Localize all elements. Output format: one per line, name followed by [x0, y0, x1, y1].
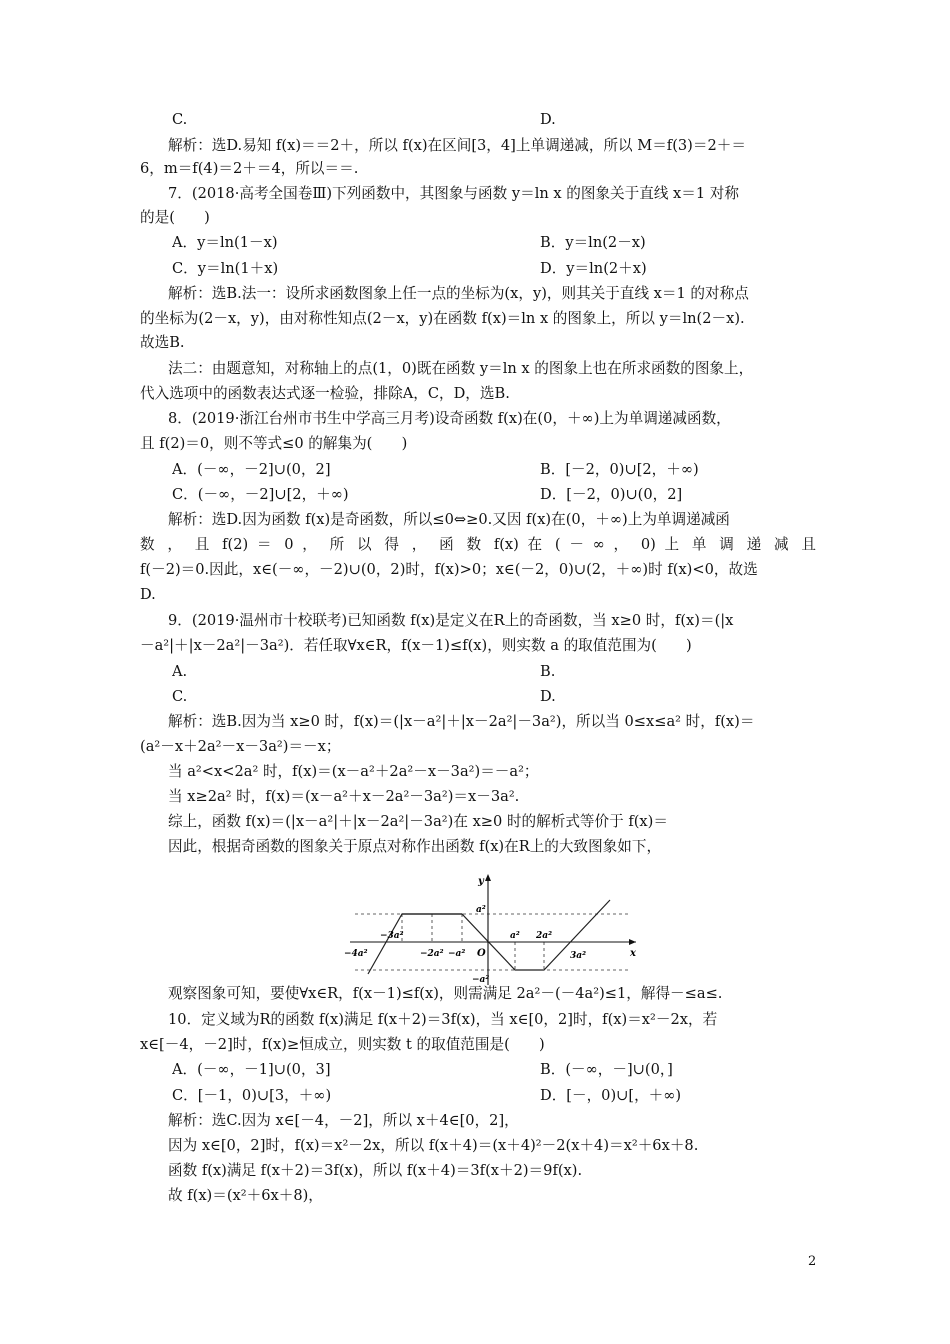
3a2-label: 3a² — [570, 951, 587, 961]
text-line: 故 f(x)＝(x²＋6x＋8)， — [168, 1187, 323, 1204]
text-line: 7．(2018·高考全国卷Ⅲ)下列函数中，其图象与函数 y＝ln x 的图象关于直线 x＝1 对称 — [168, 185, 739, 202]
text-line: 解析：选D.易知 f(x)＝＝2＋，所以 f(x)在区间[3，4]上单调递减，所以 M＝f(3)＝2＋＝ — [168, 137, 746, 154]
text-line: 代入选项中的函数表达式逐一检验，排除A，C，D，选B. — [140, 385, 510, 402]
text-line: B．[－2，0)∪[2，＋∞) — [540, 461, 699, 478]
text-line: D．[－，0)∪[，＋∞) — [540, 1087, 682, 1104]
neg-3a2-label: −3a² — [380, 931, 404, 941]
text-line: 8．(2019·浙江台州市书生中学高三月考)设奇函数 f(x)在(0，＋∞)上为单调递减函数， — [168, 410, 731, 427]
text-line: 解析：选B.法一：设所求函数图象上任一点的坐标为(x，y)，则其关于直线 x＝1 的对称点 — [168, 285, 749, 302]
text-line: C．(－∞，－2]∪[2，＋∞) — [172, 486, 349, 503]
text-line: D. — [540, 688, 556, 705]
text-line: 解析：选C.因为 x∈[－4，－2]，所以 x＋4∈[0，2]， — [168, 1112, 519, 1129]
text-line: 因为 x∈[0，2]时，f(x)＝x²－2x，所以 f(x＋4)＝(x＋4)²－2(x＋4)＝x²＋6x＋8. — [168, 1137, 699, 1154]
text-line: 综上，函数 f(x)＝(|x－a²|＋|x－2a²|－3a²)在 x≥0 时的解析式等价于 f(x)＝ — [168, 813, 668, 830]
text-line: 的是( ) — [140, 209, 210, 226]
text-line: D. — [140, 586, 156, 603]
text-line: 故选B. — [140, 334, 185, 351]
text-line: B. — [540, 663, 556, 680]
text-line: D．y＝ln(2＋x) — [540, 260, 647, 277]
text-line: f(－2)＝0.因此，x∈(－∞，－2)∪(0，2)时，f(x)>0；x∈(－2，0)∪(2，＋∞)时 f(x)<0，故选 — [140, 561, 758, 578]
text-line: A．(－∞，－1]∪(0，3] — [172, 1061, 331, 1078]
text-line: 函数 f(x)满足 f(x＋2)＝3f(x)，所以 f(x＋4)＝3f(x＋2)＝9f(x). — [168, 1162, 583, 1179]
text-line: C. — [172, 688, 188, 705]
text-line: 观察图象可知，要使∀x∈R，f(x－1)≤f(x)，则需满足 2a²－(－4a²)≤1，解得－≤a≤. — [168, 985, 723, 1002]
text-line: 当 x≥2a² 时，f(x)＝(x－a²＋x－2a²－3a²)＝x－3a². — [168, 788, 520, 805]
text-line: 的坐标为(2－x，y)，由对称性知点(2－x，y)在函数 f(x)＝ln x 的图象上，所以 y＝ln(2－x). — [140, 310, 745, 327]
origin-label: O — [477, 948, 486, 959]
text-line: 当 a²<x<2a² 时，f(x)＝(x－a²＋2a²－x－3a²)＝－a²； — [168, 763, 539, 780]
text-line: 9．(2019·温州市十校联考)已知函数 f(x)是定义在R上的奇函数，当 x≥0 时，f(x)＝(|x — [168, 612, 734, 629]
neg-4a2-label: −4a² — [344, 949, 368, 959]
odd-function-graph — [340, 870, 650, 990]
text-line: 解析：选B.因为当 x≥0 时，f(x)＝(|x－a²|＋|x－2a²|－3a²)，所以当 0≤x≤a² 时，f(x)＝ — [168, 713, 755, 730]
text-line: (a²－x＋2a²－x－3a²)＝－x； — [140, 738, 341, 755]
text-line: 10．定义域为R的函数 f(x)满足 f(x＋2)＝3f(x)，当 x∈[0，2]时，f(x)＝x²－2x，若 — [168, 1011, 718, 1028]
neg-2a2-label: −2a² — [420, 949, 444, 959]
text-line: C. — [172, 111, 188, 128]
text-line: －a²|＋|x－2a²|－3a²)．若任取∀x∈R，f(x－1)≤f(x)，则实数 a 的取值范围为( ) — [140, 637, 692, 654]
text-line: 因此，根据奇函数的图象关于原点对称作出函数 f(x)在R上的大致图象如下， — [168, 838, 662, 855]
text-line: 且 f(2)＝0，则不等式≤0 的解集为( ) — [140, 435, 408, 452]
x-axis-label: x — [630, 948, 636, 959]
text-line: 法二：由题意知，对称轴上的点(1，0)既在函数 y＝ln x 的图象上也在所求函数的图象上， — [168, 360, 754, 377]
text-line: x∈[－4，－2]时，f(x)≥恒成立，则实数 t 的取值范围是( ) — [140, 1036, 545, 1053]
text-line: C．[－1，0)∪[3，＋∞) — [172, 1087, 332, 1104]
page-number: 2 — [808, 1254, 817, 1269]
text-line: D．[－2，0)∪(0，2] — [540, 486, 683, 503]
text-line: 数 ， 且 f(2) ＝ 0 ， 所 以 得 ， 函 数 f(x) 在 ( － ∞ ， 0) 上 单 调 递 减 且 — [140, 536, 816, 553]
text-line: B．y＝ln(2－x) — [540, 234, 646, 251]
text-line: C．y＝ln(1＋x) — [172, 260, 279, 277]
text-line: D. — [540, 111, 556, 128]
text-line: A. — [172, 663, 188, 680]
2a2-label: 2a² — [536, 931, 553, 941]
a2-label: a² — [510, 931, 520, 941]
y-axis-label: y — [478, 876, 484, 887]
text-line: 解析：选D.因为函数 f(x)是奇函数，所以≤0⇔≥0.又因 f(x)在(0，＋∞)上为单调递减函 — [168, 511, 730, 528]
top-a2-label: a² — [476, 905, 486, 915]
text-line: B．(－∞，－]∪(0，] — [540, 1061, 673, 1078]
text-line: A．(－∞，－2]∪(0，2] — [172, 461, 331, 478]
text-line: A．y＝ln(1－x) — [172, 234, 278, 251]
neg-a2-label: −a² — [448, 949, 466, 959]
bottom-neg-a2-label: −a² — [472, 975, 490, 985]
text-line: 6，m＝f(4)＝2＋＝4，所以＝＝. — [140, 160, 359, 177]
